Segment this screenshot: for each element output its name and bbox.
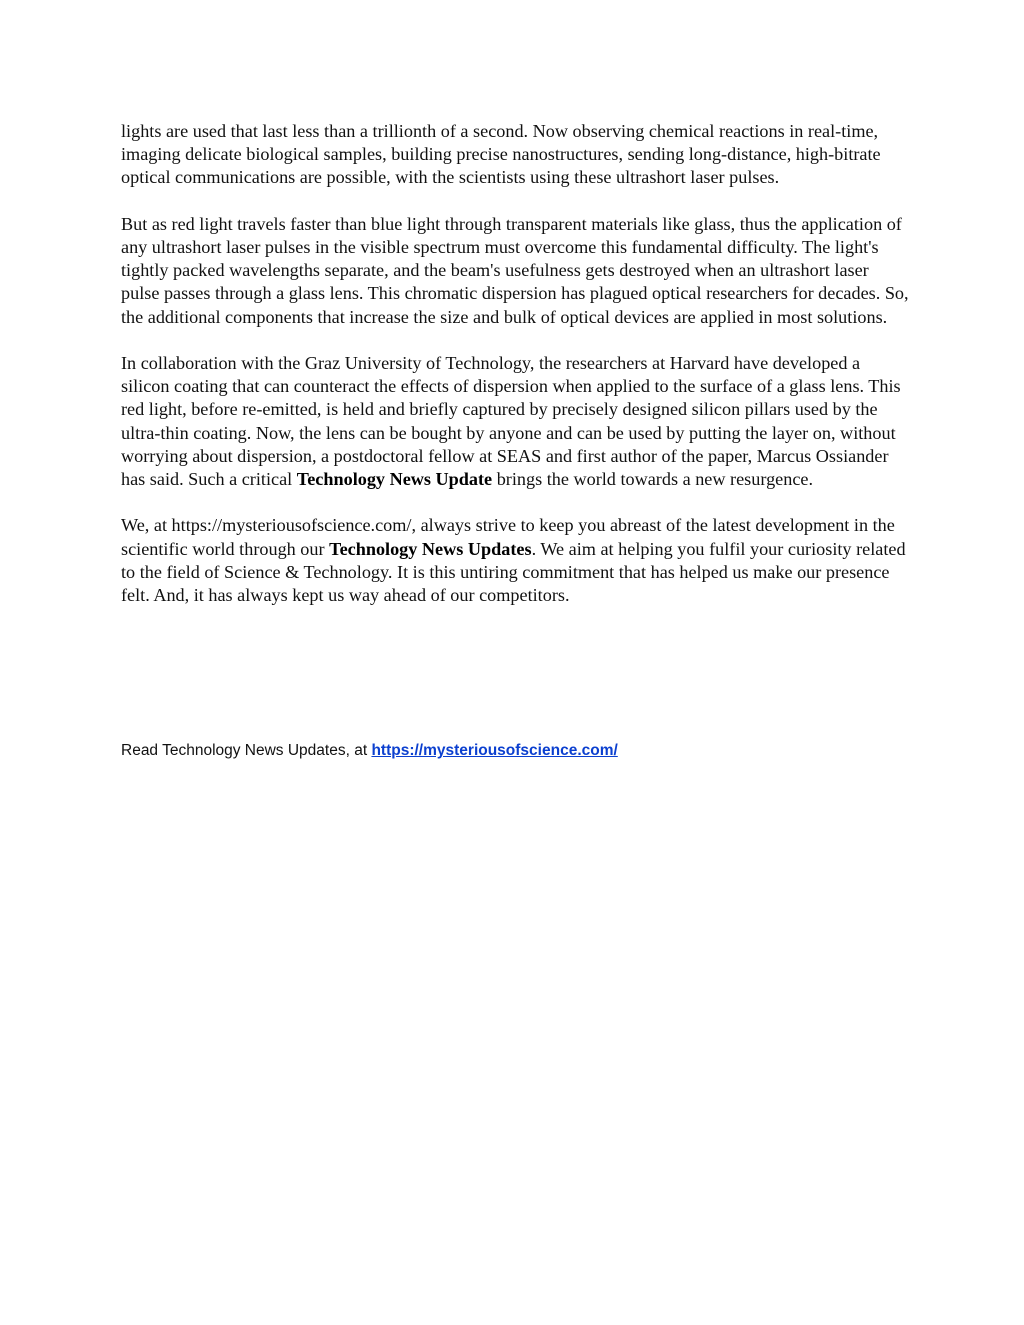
paragraph-3-bold-keyword: Technology News Update bbox=[296, 469, 493, 490]
paragraph-3 bbox=[121, 352, 911, 491]
paragraph-4-text-after: . We aim at helping you fulfil your curiosity related to the field of Science & Technology. It is this untiring commitment that has helped us make our presence felt. And, it has always kept us way ahead of our competitors. bbox=[121, 538, 906, 606]
paragraph-2-text: But as red light travels faster than blue light through transparent materials like glass, thus the application of any ultrashort laser pulses in the visible spectrum must overcome this fundamental difficulty. The light's tightly packed wavelengths separate, and the beam's usefulness gets destroyed when an ultrashort laser pulse passes through a glass lens. This chromatic dispersion has plagued optical researchers for decades. So, the additional components that increase the size and bulk of optical devices are applied in most solutions. bbox=[121, 213, 909, 327]
article-body bbox=[121, 120, 911, 630]
paragraph-4 bbox=[121, 514, 911, 607]
footer-read-more bbox=[121, 741, 618, 761]
paragraph-3-text-after: brings the world towards a new resurgence. bbox=[492, 469, 814, 490]
paragraph-2 bbox=[121, 213, 911, 329]
paragraph-1-text: lights are used that last less than a trillionth of a second. Now observing chemical reactions in real-time, imaging delicate biological samples, building precise nanostructures, sending long-distance, high-bitrate optical communications are possible, with the scientists using these ultrashort laser pulses. bbox=[121, 121, 881, 188]
paragraph-4-bold-keyword: Technology News Updates bbox=[329, 538, 532, 559]
footer-site-link[interactable]: https://mysteriousofscience.com/ bbox=[371, 742, 618, 759]
footer-prefix: Read Technology News Updates, at bbox=[121, 742, 372, 759]
paragraph-3-text-before: In collaboration with the Graz University of Technology, the researchers at Harvard have developed a silicon coating that can counteract the effects of dispersion when applied to the surface of a glass lens. This red light, before re-emitted, is held and briefly captured by precisely designed silicon pillars used by the ultra-thin coating. Now, the lens can be bought by anyone and can be used by putting the layer on, without worrying about dispersion, a postdoctoral fellow at SEAS and first author of the paper, Marcus Ossiander has said. Such a critical bbox=[121, 353, 901, 490]
paragraph-1 bbox=[121, 120, 911, 190]
paragraph-4-text-before: We, at https://mysteriousofscience.com/, always strive to keep you abreast of the latest development in the scientific world through our bbox=[121, 515, 895, 559]
